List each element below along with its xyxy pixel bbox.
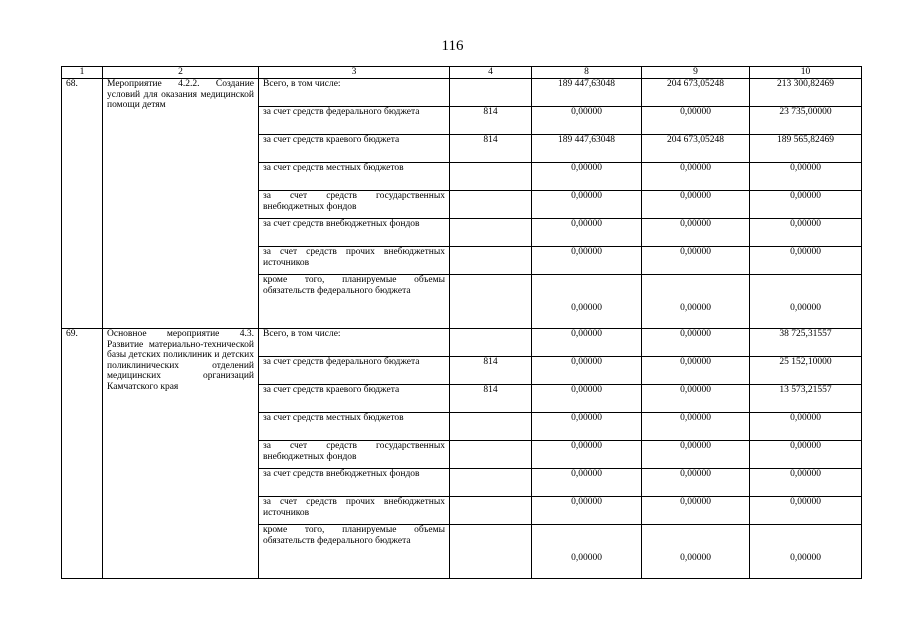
page-number: 116: [441, 38, 464, 54]
funding-source-label: за счет средств федерального бюджета: [259, 107, 450, 135]
value-col8: 189 447,63048: [532, 135, 642, 163]
value-col8: 0,00000: [532, 469, 642, 497]
value-col8: 0,00000: [532, 357, 642, 385]
value-col10: 0,00000: [750, 413, 862, 441]
header-row: [62, 67, 862, 79]
value-col8: 189 447,63048: [532, 79, 642, 107]
code-cell: [450, 247, 532, 275]
value-col9: 0,00000: [642, 441, 750, 469]
value-col9: 0,00000: [642, 219, 750, 247]
code-cell: 814: [450, 107, 532, 135]
code-cell: [450, 497, 532, 525]
value-col10: 0,00000: [750, 497, 862, 525]
code-cell: 814: [450, 135, 532, 163]
funding-source-label: за счет средств внебюджетных фондов: [259, 469, 450, 497]
row-index: 68.: [62, 79, 103, 329]
value-col10: 0,00000: [750, 163, 862, 191]
value-col8: 0,00000: [532, 441, 642, 469]
value-col8: 0,00000: [532, 219, 642, 247]
funding-source-label: за счет средств краевого бюджета: [259, 135, 450, 163]
funding-source-label: за счет средств краевого бюджета: [259, 385, 450, 413]
value-col9: 0,00000: [642, 525, 750, 579]
value-col10: 0,00000: [750, 275, 862, 329]
value-col8: 0,00000: [532, 163, 642, 191]
measure-title: Основное мероприятие 4.3. Развитие материально-технической базы детских поликлиник и детских поликлинических отделений медицинских организаций Камчатского края: [103, 329, 259, 579]
code-cell: [450, 469, 532, 497]
value-col10: 0,00000: [750, 219, 862, 247]
funding-source-label: за счет средств внебюджетных фондов: [259, 219, 450, 247]
value-col10: 13 573,21557: [750, 385, 862, 413]
funding-source-label: за счет средств местных бюджетов: [259, 413, 450, 441]
value-col9: 0,00000: [642, 107, 750, 135]
funding-source-label: кроме того, планируемые объемы обязательств федерального бюджета: [259, 525, 450, 579]
funding-source-label: за счет средств государственных внебюджетных фондов: [259, 441, 450, 469]
code-cell: [450, 441, 532, 469]
column-header: 10: [750, 67, 862, 79]
value-col10: 0,00000: [750, 469, 862, 497]
code-cell: [450, 191, 532, 219]
value-col9: 204 673,05248: [642, 79, 750, 107]
funding-source-label: за счет средств местных бюджетов: [259, 163, 450, 191]
value-col10: 38 725,31557: [750, 329, 862, 357]
column-header: 4: [450, 67, 532, 79]
funding-source-label: за счет средств прочих внебюджетных источников: [259, 497, 450, 525]
column-header: 9: [642, 67, 750, 79]
funding-source-label: Всего, в том числе:: [259, 79, 450, 107]
value-col9: 0,00000: [642, 247, 750, 275]
code-cell: [450, 329, 532, 357]
code-cell: 814: [450, 385, 532, 413]
value-col9: 0,00000: [642, 191, 750, 219]
value-col8: 0,00000: [532, 497, 642, 525]
code-cell: [450, 275, 532, 329]
value-col9: 0,00000: [642, 357, 750, 385]
value-col10: 0,00000: [750, 191, 862, 219]
code-cell: [450, 163, 532, 191]
value-col9: 0,00000: [642, 329, 750, 357]
row-index: 69.: [62, 329, 103, 579]
column-header: 1: [62, 67, 103, 79]
table-row: [62, 329, 862, 357]
value-col10: 189 565,82469: [750, 135, 862, 163]
value-col8: 0,00000: [532, 385, 642, 413]
value-col10: 25 152,10000: [750, 357, 862, 385]
code-cell: [450, 219, 532, 247]
value-col8: 0,00000: [532, 329, 642, 357]
column-header: 8: [532, 67, 642, 79]
column-header: 3: [259, 67, 450, 79]
value-col8: 0,00000: [532, 107, 642, 135]
value-col9: 0,00000: [642, 163, 750, 191]
funding-source-label: кроме того, планируемые объемы обязательств федерального бюджета: [259, 275, 450, 329]
code-cell: [450, 79, 532, 107]
value-col8: 0,00000: [532, 413, 642, 441]
measure-title: Мероприятие 4.2.2. Создание условий для оказания медицинской помощи детям: [103, 79, 259, 329]
value-col9: 0,00000: [642, 413, 750, 441]
value-col10: 0,00000: [750, 525, 862, 579]
column-header: 2: [103, 67, 259, 79]
code-cell: [450, 525, 532, 579]
budget-table: [61, 66, 862, 579]
value-col9: 0,00000: [642, 275, 750, 329]
value-col8: 0,00000: [532, 275, 642, 329]
value-col8: 0,00000: [532, 525, 642, 579]
value-col8: 0,00000: [532, 247, 642, 275]
value-col9: 0,00000: [642, 385, 750, 413]
value-col9: 0,00000: [642, 469, 750, 497]
value-col10: 0,00000: [750, 441, 862, 469]
value-col9: 0,00000: [642, 497, 750, 525]
funding-source-label: за счет средств федерального бюджета: [259, 357, 450, 385]
code-cell: 814: [450, 357, 532, 385]
funding-source-label: Всего, в том числе:: [259, 329, 450, 357]
value-col10: 0,00000: [750, 247, 862, 275]
funding-source-label: за счет средств прочих внебюджетных источников: [259, 247, 450, 275]
value-col8: 0,00000: [532, 191, 642, 219]
code-cell: [450, 413, 532, 441]
table-row: [62, 79, 862, 107]
funding-source-label: за счет средств государственных внебюджетных фондов: [259, 191, 450, 219]
value-col9: 204 673,05248: [642, 135, 750, 163]
value-col10: 23 735,00000: [750, 107, 862, 135]
value-col10: 213 300,82469: [750, 79, 862, 107]
